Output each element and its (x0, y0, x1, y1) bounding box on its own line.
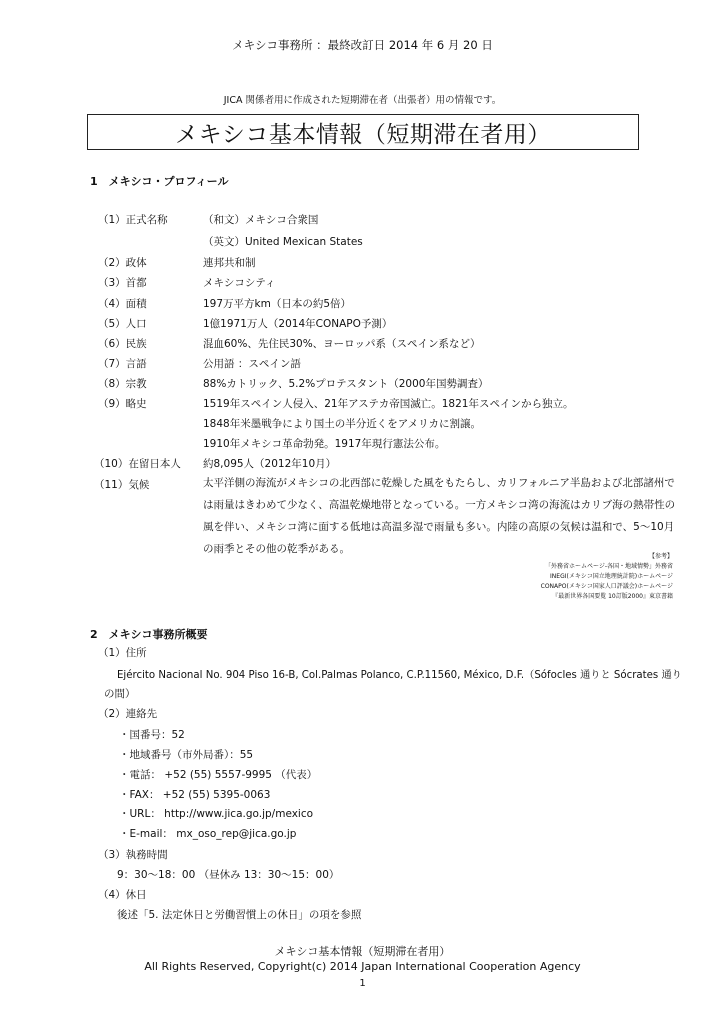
row-value: メキシコシティ (203, 277, 276, 289)
row-label: （6）民族 (98, 338, 147, 350)
reference-item: INEGI(メキシコ国立地理統計院)ホームページ (550, 573, 673, 580)
section1-heading: 1 メキシコ・プロフィール (90, 175, 229, 188)
row-label: （4）面積 (98, 298, 147, 310)
row-value: 1億1971万人（2014年CONAPO予測） (203, 318, 393, 330)
contact-email[interactable]: ・E-mail： mx_oso_rep@jica.go.jp (119, 828, 297, 840)
row-label: （3）首都 (98, 277, 147, 289)
reference-item: 『最新世界各国要覧 10訂版2000』東京書籍 (552, 593, 673, 600)
page-number: 1 (359, 978, 366, 989)
reference-heading: 【参考】 (648, 553, 673, 560)
holiday-label: （4）休日 (98, 889, 147, 901)
climate-text: 太平洋側の海流がメキシコの北西部に乾燥した風をもたらし、カリフォルニア半島および北部諸州では雨量はきわめて少なく、高温乾燥地帯となっている。一方メキシコ湾の海流はカリブ海の熱帯性の風を伴い、メキシコ湾に面する低地は高温多湿で雨量も多い。内陸の高原の気候は温和で、5〜10月の雨季とその他の乾季がある。 (203, 477, 676, 555)
row-value: 88%カトリック、5.2%プロテスタント（2000年国勢調査） (203, 378, 489, 390)
reference-item: 「外務省ホームページ-各国・地域情勢」外務省 (544, 563, 673, 570)
row-label: （10）在留日本人 (94, 458, 181, 470)
row-value: 1519年スペイン人侵入、21年アステカ帝国滅亡。1821年スペインから独立。 (203, 398, 574, 410)
address-label: （1）住所 (98, 647, 147, 659)
title-box (87, 114, 639, 150)
row-value: 1910年メキシコ革命勃発。1917年現行憲法公布。 (203, 438, 446, 450)
row-value: （英文）United Mexican States (203, 236, 363, 248)
section2-heading: 2 メキシコ事務所概要 (90, 628, 208, 641)
row-value: 197万平方km（日本の約5倍） (203, 298, 352, 310)
row-label: （8）宗教 (98, 378, 147, 390)
row-label: （1）正式名称 (98, 214, 168, 226)
contact-item: ・国番号：52 (119, 729, 185, 741)
address-line: の間） (104, 688, 136, 700)
intro-note: JICA 関係者用に作成された短期滞在者（出張者）用の情報です。 (223, 95, 502, 106)
row-value: 1848年米墨戦争により国土の半分近くをアメリカに割譲。 (203, 418, 481, 430)
contact-label: （2）連絡先 (98, 708, 158, 720)
footer-title: メキシコ基本情報（短期滞在者用） (274, 945, 451, 958)
row-value: 混血60%、先住民30%、ヨーロッパ系（スペイン系など） (203, 338, 481, 350)
row-label: （2）政体 (98, 257, 147, 269)
row-label: （11）気候 (94, 479, 150, 491)
contact-item: ・FAX： +52 (55) 5395-0063 (119, 789, 271, 801)
row-label: （7）言語 (98, 358, 147, 370)
page-title: メキシコ基本情報（短期滞在者用） (175, 121, 551, 148)
row-value: 約8,095人（2012年10月） (203, 458, 337, 470)
hours-value: 9：30〜18：00 （昼休み 13：30〜15：00） (117, 869, 340, 881)
row-value: （和文）メキシコ合衆国 (203, 214, 319, 226)
address-line: Ejército Nacional No. 904 Piso 16-B, Col.Palmas Polanco, C.P.11560, México, D.F.（Sófocles 通りと Sócrates 通り (117, 670, 682, 681)
row-label: （9）略史 (98, 398, 147, 410)
holiday-value: 後述「5. 法定休日と労働習慣上の休日」の項を参照 (117, 909, 362, 921)
row-value: 公用語 ：スペイン語 (203, 358, 301, 370)
footer-copyright: All Rights Reserved, Copyright(c) 2014 Japan International Cooperation Agency (144, 960, 581, 973)
row-label: （5）人口 (98, 318, 147, 330)
reference-item: CONAPO(メキシコ国家人口評議会)ホームページ (540, 583, 673, 590)
revision-header: メキシコ事務所 ：最終改訂日 2014 年 6 月 20 日 (232, 38, 493, 52)
contact-item: ・地域番号（市外局番）：55 (119, 749, 254, 761)
hours-label: （3）執務時間 (98, 849, 168, 861)
contact-item: ・電話： +52 (55) 5557-9995 （代表） (119, 769, 318, 781)
row-value: 連邦共和制 (203, 257, 256, 269)
contact-url[interactable]: ・URL： http://www.jica.go.jp/mexico (119, 808, 314, 820)
